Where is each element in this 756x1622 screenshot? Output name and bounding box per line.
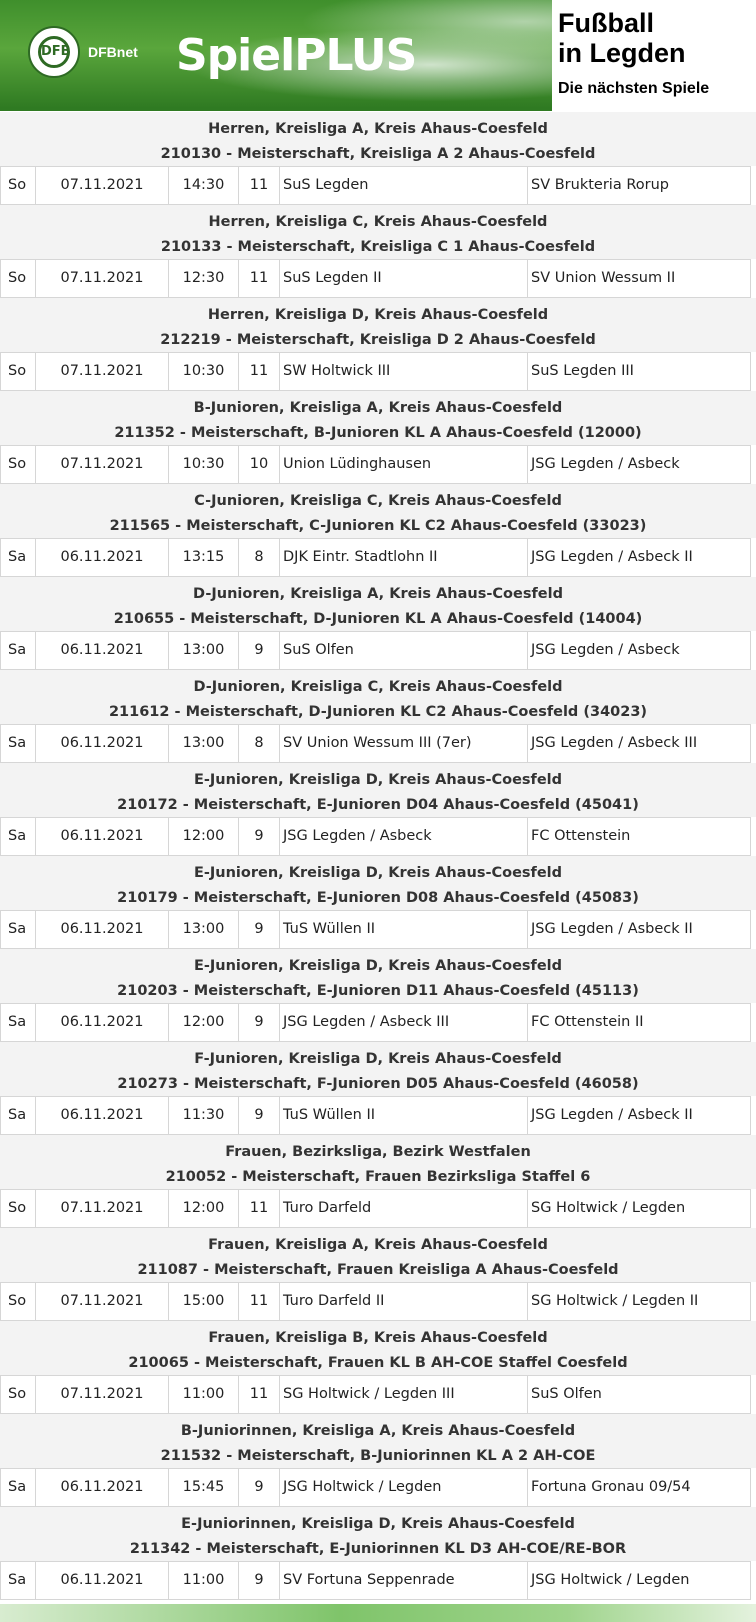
- match-row: [0, 631, 756, 670]
- league-name: B-Juniorinnen, Kreisliga A, Kreis Ahaus-Coesfeld: [180, 1423, 576, 1439]
- league-name: D-Junioren, Kreisliga C, Kreis Ahaus-Coesfeld: [193, 679, 563, 695]
- match-date: 07.11.2021: [35, 352, 168, 391]
- match-row: [0, 538, 756, 577]
- page-title-line1: Fußball: [558, 8, 654, 38]
- match-number: 9: [238, 1561, 279, 1600]
- away-team: JSG Legden / Asbeck II: [527, 538, 751, 577]
- league-name: Frauen, Bezirksliga, Bezirk Westfalen: [225, 1144, 531, 1160]
- home-team: Turo Darfeld II: [279, 1282, 527, 1321]
- match-time: 11:00: [168, 1375, 238, 1414]
- match-day: So: [0, 166, 35, 205]
- group-header: [0, 577, 756, 631]
- match-row: [0, 1282, 756, 1321]
- match-time: 15:45: [168, 1468, 238, 1507]
- league-name: E-Junioren, Kreisliga D, Kreis Ahaus-Coesfeld: [193, 865, 563, 881]
- match-group: [0, 856, 756, 949]
- away-team: JSG Legden / Asbeck: [527, 445, 751, 484]
- match-group: [0, 1135, 756, 1228]
- match-date: 07.11.2021: [35, 445, 168, 484]
- home-team: SuS Olfen: [279, 631, 527, 670]
- match-number: 11: [238, 352, 279, 391]
- away-team: JSG Legden / Asbeck II: [527, 910, 751, 949]
- match-time: 12:00: [168, 1003, 238, 1042]
- match-number: 8: [238, 724, 279, 763]
- match-date: 06.11.2021: [35, 538, 168, 577]
- away-team: JSG Legden / Asbeck II: [527, 1096, 751, 1135]
- match-number: 11: [238, 1189, 279, 1228]
- away-team: SV Union Wessum II: [527, 259, 751, 298]
- match-number: 11: [238, 1282, 279, 1321]
- match-group: [0, 670, 756, 763]
- match-time: 13:15: [168, 538, 238, 577]
- match-date: 07.11.2021: [35, 1189, 168, 1228]
- match-time: 14:30: [168, 166, 238, 205]
- competition-name: 211565 - Meisterschaft, C-Junioren KL C2 Ahaus-Coesfeld (33023): [109, 518, 647, 534]
- group-header: [0, 1507, 756, 1561]
- match-date: 07.11.2021: [35, 166, 168, 205]
- away-team: SuS Legden III: [527, 352, 751, 391]
- match-row: [0, 724, 756, 763]
- match-group: [0, 1414, 756, 1507]
- match-day: Sa: [0, 1003, 35, 1042]
- league-name: D-Junioren, Kreisliga A, Kreis Ahaus-Coesfeld: [193, 586, 563, 602]
- match-day: Sa: [0, 817, 35, 856]
- home-team: Turo Darfeld: [279, 1189, 527, 1228]
- league-name: E-Junioren, Kreisliga D, Kreis Ahaus-Coesfeld: [193, 772, 563, 788]
- away-team: SG Holtwick / Legden II: [527, 1282, 751, 1321]
- away-team: FC Ottenstein II: [527, 1003, 751, 1042]
- league-name: Herren, Kreisliga A, Kreis Ahaus-Coesfeld: [208, 121, 548, 137]
- page-subtitle: Die nächsten Spiele: [558, 80, 710, 97]
- match-day: So: [0, 1375, 35, 1414]
- competition-name: 211342 - Meisterschaft, E-Juniorinnen KL D3 AH-COE/RE-BOR: [129, 1541, 627, 1557]
- match-row: [0, 1003, 756, 1042]
- group-header: [0, 112, 756, 166]
- match-number: 9: [238, 1096, 279, 1135]
- match-date: 06.11.2021: [35, 1561, 168, 1600]
- away-team: FC Ottenstein: [527, 817, 751, 856]
- group-header: [0, 949, 756, 1003]
- match-date: 06.11.2021: [35, 631, 168, 670]
- match-row: [0, 352, 756, 391]
- match-group: [0, 1042, 756, 1135]
- home-team: JSG Holtwick / Legden: [279, 1468, 527, 1507]
- away-team: SV Brukteria Rorup: [527, 166, 751, 205]
- away-team: SG Holtwick / Legden: [527, 1189, 751, 1228]
- competition-name: 210172 - Meisterschaft, E-Junioren D04 Ahaus-Coesfeld (45041): [117, 797, 639, 813]
- match-group: [0, 484, 756, 577]
- competition-name: 211532 - Meisterschaft, B-Juniorinnen KL A 2 AH-COE: [160, 1448, 596, 1464]
- match-day: Sa: [0, 910, 35, 949]
- match-time: 10:30: [168, 352, 238, 391]
- home-team: JSG Legden / Asbeck III: [279, 1003, 527, 1042]
- match-group: [0, 1228, 756, 1321]
- match-number: 9: [238, 1003, 279, 1042]
- footer-bar: [0, 1604, 756, 1622]
- home-team: TuS Wüllen II: [279, 910, 527, 949]
- match-time: 12:00: [168, 817, 238, 856]
- match-time: 13:00: [168, 724, 238, 763]
- match-date: 06.11.2021: [35, 910, 168, 949]
- match-row: [0, 910, 756, 949]
- match-time: 15:00: [168, 1282, 238, 1321]
- match-number: 11: [238, 1375, 279, 1414]
- grass-banner-image: [0, 0, 552, 111]
- match-row: [0, 1375, 756, 1414]
- match-row: [0, 166, 756, 205]
- group-header: [0, 1321, 756, 1375]
- group-header: [0, 670, 756, 724]
- match-day: Sa: [0, 1096, 35, 1135]
- match-row: [0, 445, 756, 484]
- match-day: So: [0, 1189, 35, 1228]
- match-day: Sa: [0, 538, 35, 577]
- match-number: 10: [238, 445, 279, 484]
- group-header: [0, 298, 756, 352]
- match-date: 06.11.2021: [35, 1096, 168, 1135]
- match-time: 13:00: [168, 631, 238, 670]
- match-number: 9: [238, 817, 279, 856]
- away-team: JSG Legden / Asbeck III: [527, 724, 751, 763]
- competition-name: 210130 - Meisterschaft, Kreisliga A 2 Ahaus-Coesfeld: [160, 146, 596, 162]
- match-date: 07.11.2021: [35, 1282, 168, 1321]
- competition-name: 210203 - Meisterschaft, E-Junioren D11 Ahaus-Coesfeld (45113): [117, 983, 639, 999]
- match-day: So: [0, 259, 35, 298]
- competition-name: 211087 - Meisterschaft, Frauen Kreisliga A Ahaus-Coesfeld: [137, 1262, 619, 1278]
- competition-name: 210133 - Meisterschaft, Kreisliga C 1 Ahaus-Coesfeld: [160, 239, 596, 255]
- home-team: TuS Wüllen II: [279, 1096, 527, 1135]
- match-row: [0, 1096, 756, 1135]
- dfb-logo-icon: [28, 26, 80, 78]
- match-row: [0, 817, 756, 856]
- match-row: [0, 1468, 756, 1507]
- competition-name: 211352 - Meisterschaft, B-Junioren KL A Ahaus-Coesfeld (12000): [114, 425, 642, 441]
- league-name: F-Junioren, Kreisliga D, Kreis Ahaus-Coesfeld: [194, 1051, 562, 1067]
- group-header: [0, 1042, 756, 1096]
- match-time: 11:00: [168, 1561, 238, 1600]
- match-date: 07.11.2021: [35, 1375, 168, 1414]
- home-team: SW Holtwick III: [279, 352, 527, 391]
- away-team: JSG Legden / Asbeck: [527, 631, 751, 670]
- match-group: [0, 1321, 756, 1414]
- competition-name: 210179 - Meisterschaft, E-Junioren D08 Ahaus-Coesfeld (45083): [117, 890, 639, 906]
- competition-name: 211612 - Meisterschaft, D-Junioren KL C2 Ahaus-Coesfeld (34023): [108, 704, 648, 720]
- home-team: SG Holtwick / Legden III: [279, 1375, 527, 1414]
- league-name: C-Junioren, Kreisliga C, Kreis Ahaus-Coesfeld: [194, 493, 562, 509]
- league-name: E-Junioren, Kreisliga D, Kreis Ahaus-Coesfeld: [193, 958, 563, 974]
- competition-name: 212219 - Meisterschaft, Kreisliga D 2 Ahaus-Coesfeld: [160, 332, 596, 348]
- match-group: [0, 298, 756, 391]
- match-group: [0, 949, 756, 1042]
- match-time: 12:00: [168, 1189, 238, 1228]
- competition-name: 210655 - Meisterschaft, D-Junioren KL A Ahaus-Coesfeld (14004): [113, 611, 643, 627]
- match-number: 11: [238, 166, 279, 205]
- league-name: Herren, Kreisliga D, Kreis Ahaus-Coesfeld: [207, 307, 549, 323]
- group-header: [0, 484, 756, 538]
- league-name: Frauen, Kreisliga A, Kreis Ahaus-Coesfeld: [208, 1237, 548, 1253]
- page-title-line2: in Legden: [558, 38, 686, 68]
- match-time: 12:30: [168, 259, 238, 298]
- home-team: DJK Eintr. Stadtlohn II: [279, 538, 527, 577]
- group-header: [0, 1414, 756, 1468]
- group-header: [0, 391, 756, 445]
- match-date: 06.11.2021: [35, 1468, 168, 1507]
- league-name: E-Juniorinnen, Kreisliga D, Kreis Ahaus-Coesfeld: [181, 1516, 575, 1532]
- match-time: 11:30: [168, 1096, 238, 1135]
- match-row: [0, 259, 756, 298]
- match-list: [0, 112, 756, 1600]
- home-team: SuS Legden: [279, 166, 527, 205]
- home-team: SV Union Wessum III (7er): [279, 724, 527, 763]
- competition-name: 210273 - Meisterschaft, F-Junioren D05 Ahaus-Coesfeld (46058): [117, 1076, 639, 1092]
- league-name: Herren, Kreisliga C, Kreis Ahaus-Coesfeld: [208, 214, 548, 230]
- league-name: B-Junioren, Kreisliga A, Kreis Ahaus-Coesfeld: [193, 400, 563, 416]
- away-team: JSG Holtwick / Legden: [527, 1561, 751, 1600]
- match-date: 06.11.2021: [35, 724, 168, 763]
- group-header: [0, 1228, 756, 1282]
- group-header: [0, 856, 756, 910]
- title-box: [558, 8, 754, 98]
- header-banner: [0, 0, 756, 108]
- dfb-logo-text: DFB: [38, 36, 70, 68]
- match-time: 13:00: [168, 910, 238, 949]
- home-team: SuS Legden II: [279, 259, 527, 298]
- match-group: [0, 577, 756, 670]
- match-group: [0, 205, 756, 298]
- match-group: [0, 763, 756, 856]
- match-number: 9: [238, 1468, 279, 1507]
- match-day: Sa: [0, 1561, 35, 1600]
- competition-name: 210065 - Meisterschaft, Frauen KL B AH-COE Staffel Coesfeld: [128, 1355, 628, 1371]
- match-group: [0, 112, 756, 205]
- match-number: 9: [238, 910, 279, 949]
- match-number: 11: [238, 259, 279, 298]
- group-header: [0, 1135, 756, 1189]
- match-day: Sa: [0, 724, 35, 763]
- group-header: [0, 205, 756, 259]
- match-date: 06.11.2021: [35, 817, 168, 856]
- match-day: Sa: [0, 1468, 35, 1507]
- league-name: Frauen, Kreisliga B, Kreis Ahaus-Coesfeld: [208, 1330, 548, 1346]
- product-logo: SpielPLUS: [176, 30, 417, 81]
- home-team: JSG Legden / Asbeck: [279, 817, 527, 856]
- match-row: [0, 1561, 756, 1600]
- match-time: 10:30: [168, 445, 238, 484]
- group-header: [0, 763, 756, 817]
- match-day: So: [0, 445, 35, 484]
- match-date: 06.11.2021: [35, 1003, 168, 1042]
- away-team: SuS Olfen: [527, 1375, 751, 1414]
- brand-label: DFBnet: [88, 44, 138, 60]
- home-team: Union Lüdinghausen: [279, 445, 527, 484]
- match-group: [0, 391, 756, 484]
- match-date: 07.11.2021: [35, 259, 168, 298]
- home-team: SV Fortuna Seppenrade: [279, 1561, 527, 1600]
- match-day: Sa: [0, 631, 35, 670]
- match-number: 9: [238, 631, 279, 670]
- match-row: [0, 1189, 756, 1228]
- away-team: Fortuna Gronau 09/54: [527, 1468, 751, 1507]
- match-number: 8: [238, 538, 279, 577]
- match-day: So: [0, 352, 35, 391]
- competition-name: 210052 - Meisterschaft, Frauen Bezirksliga Staffel 6: [165, 1169, 591, 1185]
- match-day: So: [0, 1282, 35, 1321]
- match-group: [0, 1507, 756, 1600]
